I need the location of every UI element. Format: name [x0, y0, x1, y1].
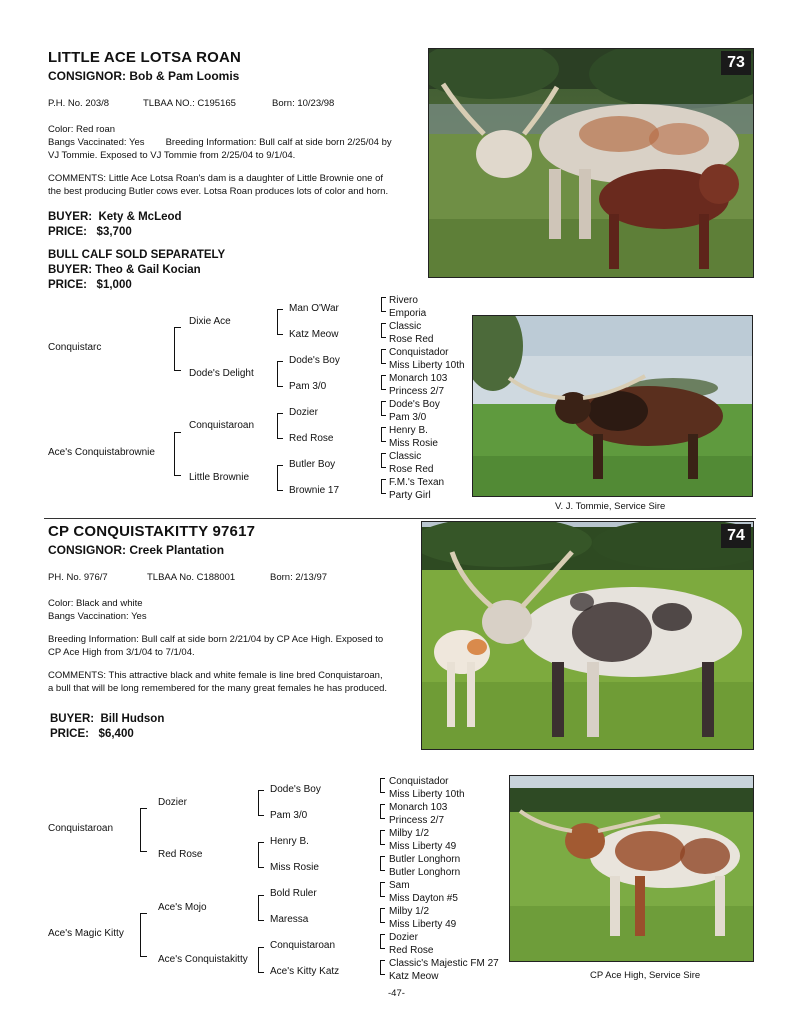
lot-73-gen3: Brownie 17: [289, 485, 340, 496]
lot-73-gen4: Pam 3/0: [389, 412, 427, 423]
lot-73-gen3: Dozier: [289, 407, 318, 418]
lot-74-gen4: Milby 1/2: [389, 828, 430, 839]
lot-73-ph-no: P.H. No. 203/8: [48, 98, 110, 109]
lot-74-sire: Conquistaroan: [48, 823, 114, 834]
lot-74-born: Born: 2/13/97: [270, 572, 328, 583]
lot-73-gen4: Emporia: [389, 308, 427, 319]
lot-74-color: Color: Black and white: [48, 598, 143, 609]
lot-73-service-sire-photo: [472, 315, 753, 497]
lot-74-service-sire-caption: CP Ace High, Service Sire: [590, 970, 701, 981]
lot-73-gen3: Katz Meow: [289, 329, 339, 340]
lot-73-born: Born: 10/23/98: [272, 98, 335, 109]
lot-73-buyer: BUYER: Kety & McLeod: [48, 211, 182, 223]
lot-73-title: LITTLE ACE LOTSA ROAN: [48, 49, 242, 66]
lot-74-gen4: Butler Longhorn: [389, 854, 461, 865]
lot-74-gen3: Conquistaroan: [270, 940, 336, 951]
lot-74-gen3: Dode's Boy: [270, 784, 321, 795]
lot-73-gen4: Rivero: [389, 295, 418, 306]
lot-74-ph-no: PH. No. 976/7: [48, 572, 108, 583]
lot-74-gen3: Pam 3/0: [270, 810, 308, 821]
lot-74-gen3: Miss Rosie: [270, 862, 319, 873]
lot-73-gen4: Conquistador: [389, 347, 449, 358]
lot-74-gen2: Ace's Mojo: [158, 902, 207, 913]
lot-74-gen4: Miss Liberty 10th: [389, 789, 465, 800]
lot-74-gen4: Princess 2/7: [389, 815, 445, 826]
lot-73-tlbaa: TLBAA NO.: C195165: [143, 98, 236, 109]
lot-73-gen4: Classic: [389, 321, 422, 332]
lot-73-cow-photo: [428, 48, 754, 278]
lot-73-calf-price: PRICE: $1,000: [48, 279, 132, 291]
lot-74-breeding-line1: Breeding Information: Bull calf at side born 2/21/04 by CP Ace High. Exposed to: [48, 634, 384, 645]
lot-74-bangs: Bangs Vaccination: Yes: [48, 611, 147, 622]
lot-73-bangs-line2: VJ Tommie. Exposed to VJ Tommie from 2/25/04 to 9/1/04.: [48, 150, 296, 161]
lot-73-gen4: Party Girl: [389, 490, 431, 501]
lot-73-gen4: F.M.'s Texan: [389, 477, 445, 488]
lot-74-gen3: Bold Ruler: [270, 888, 317, 899]
lot-74-gen2: Dozier: [158, 797, 187, 808]
lot-74-gen3: Maressa: [270, 914, 309, 925]
lot-74-gen2: Red Rose: [158, 849, 203, 860]
lot-73-gen4: Miss Rosie: [389, 438, 438, 449]
lot-74-gen3: Ace's Kitty Katz: [270, 966, 340, 977]
lot-73-gen3: Man O'War: [289, 303, 339, 314]
lot-74-cow-photo: [421, 521, 754, 750]
lot-74-gen4: Miss Dayton #5: [389, 893, 458, 904]
lot-73-gen3: Pam 3/0: [289, 381, 327, 392]
lot-74-buyer: BUYER: Bill Hudson: [50, 713, 165, 725]
lot-74-gen4: Monarch 103: [389, 802, 448, 813]
lot-74-service-sire-photo: [509, 775, 754, 962]
lot-73-gen2: Conquistaroan: [189, 420, 255, 431]
lot-73-consignor: CONSIGNOR: Bob & Pam Loomis: [48, 69, 240, 83]
lot-73-calf-sold: BULL CALF SOLD SEPARATELY: [48, 249, 226, 261]
lot-73-gen3: Red Rose: [289, 433, 334, 444]
lot-73-gen2: Dixie Ace: [189, 316, 231, 327]
lot-74-breeding-line2: CP Ace High from 3/1/04 to 7/1/04.: [48, 647, 195, 658]
lot-73-gen4: Henry B.: [389, 425, 428, 436]
lot-73-gen3: Dode's Boy: [289, 355, 340, 366]
lot-73-bangs-line1: Bangs Vaccinated: Yes Breeding Information: Bull calf at side born 2/25/04 by: [48, 137, 392, 148]
lot-73-gen4: Miss Liberty 10th: [389, 360, 465, 371]
lot-73-price: PRICE: $3,700: [48, 226, 132, 238]
lot-73-service-sire-caption: V. J. Tommie, Service Sire: [555, 501, 666, 512]
lot-73-sire: Conquistarc: [48, 342, 102, 353]
lot-74-comments-line1: COMMENTS: This attractive black and white female is line bred Conquistaroan,: [48, 670, 383, 681]
lot-73-comments-line1: COMMENTS: Little Ace Lotsa Roan's dam is a daughter of Little Brownie one of: [48, 173, 384, 184]
lot-74-number-badge: 74: [721, 524, 751, 548]
lot-73-gen2: Little Brownie: [189, 472, 250, 483]
lot-74-gen4: Milby 1/2: [389, 906, 430, 917]
lot-74-comments-line2: a bull that will be long remembered for the many great females he has produced.: [48, 683, 388, 694]
lot-74-price: PRICE: $6,400: [50, 728, 134, 740]
lot-74-gen4: Miss Liberty 49: [389, 841, 457, 852]
lot-74-gen4: Sam: [389, 880, 410, 891]
lot-74-gen4: Classic's Majestic FM 27: [389, 958, 499, 969]
lot-74-gen4: Conquistador: [389, 776, 449, 787]
lot-73-gen4: Princess 2/7: [389, 386, 445, 397]
lot-73-comments-line2: the best producing Butler cows ever. Lotsa Roan produces lots of color and horn.: [48, 186, 389, 197]
lot-74-tlbaa: TLBAA No. C188001: [147, 572, 236, 583]
lot-74-dam: Ace's Magic Kitty: [48, 928, 124, 939]
lot-73-gen2: Dode's Delight: [189, 368, 254, 379]
lot-73-number-badge: 73: [721, 51, 751, 75]
lot-74-gen4: Katz Meow: [389, 971, 439, 982]
lot-74-gen2: Ace's Conquistakitty: [158, 954, 248, 965]
lot-73-calf-buyer: BUYER: Theo & Gail Kocian: [48, 264, 201, 276]
lot-74-gen4: Red Rose: [389, 945, 434, 956]
lot-74-title: CP CONQUISTAKITTY 97617: [48, 523, 256, 540]
lot-73-gen4: Rose Red: [389, 334, 434, 345]
lot-74-gen4: Butler Longhorn: [389, 867, 461, 878]
lot-73-gen4: Classic: [389, 451, 422, 462]
lot-divider: [44, 518, 756, 519]
lot-73-gen3: Butler Boy: [289, 459, 336, 470]
lot-74-gen3: Henry B.: [270, 836, 309, 847]
lot-74-consignor: CONSIGNOR: Creek Plantation: [48, 543, 225, 557]
lot-74-gen4: Miss Liberty 49: [389, 919, 457, 930]
lot-73-dam: Ace's Conquistabrownie: [48, 447, 155, 458]
lot-73-color: Color: Red roan: [48, 124, 116, 135]
page-number: -47-: [388, 988, 405, 999]
lot-73-gen4: Rose Red: [389, 464, 434, 475]
lot-73-gen4: Dode's Boy: [389, 399, 440, 410]
lot-73-gen4: Monarch 103: [389, 373, 448, 384]
lot-74-gen4: Dozier: [389, 932, 418, 943]
